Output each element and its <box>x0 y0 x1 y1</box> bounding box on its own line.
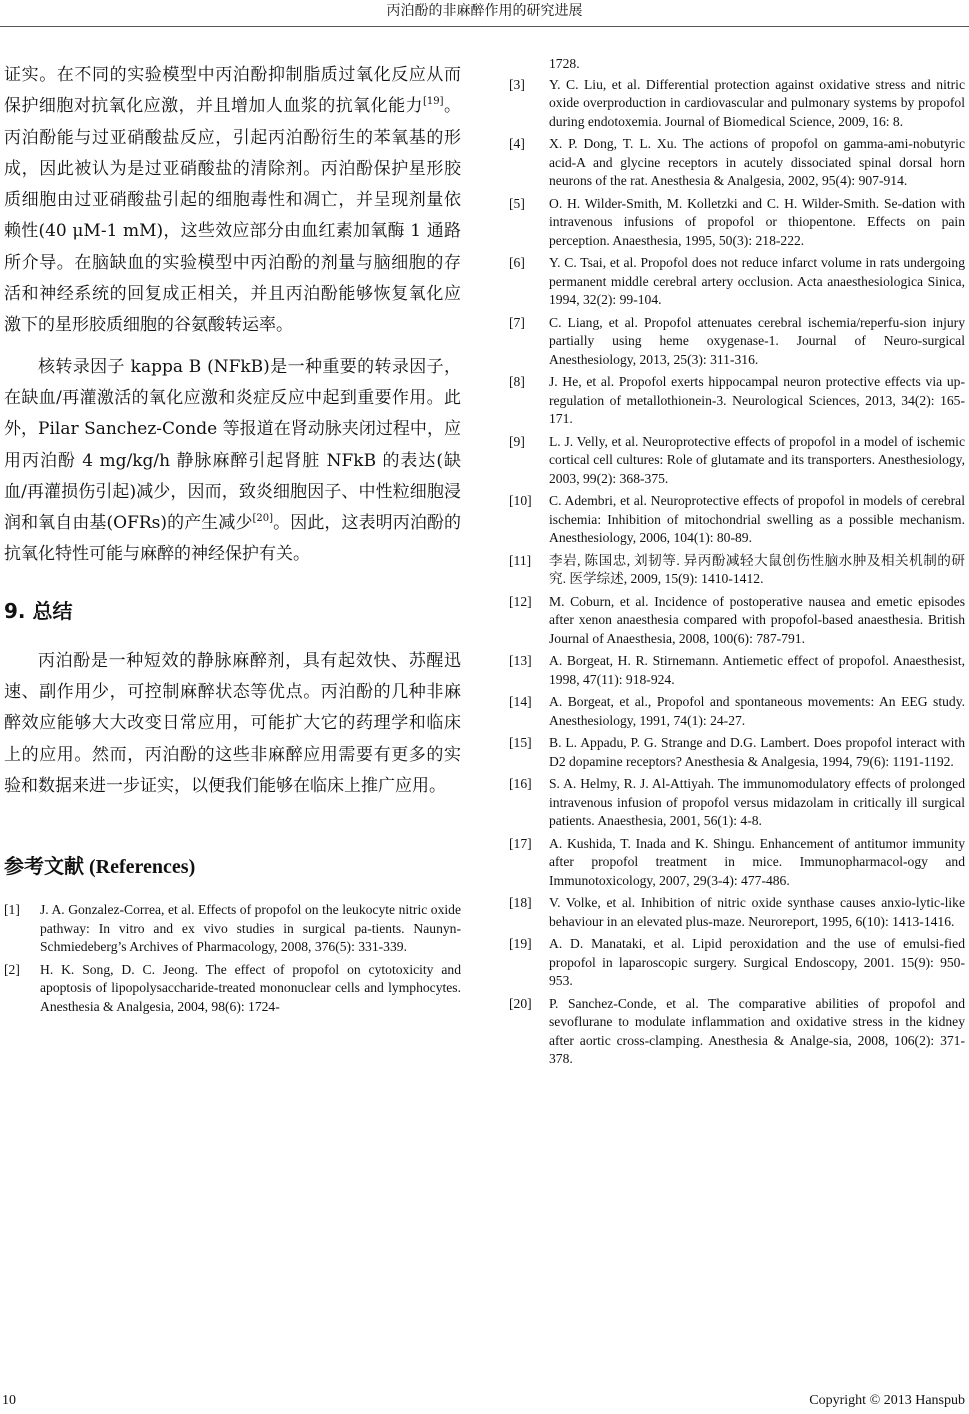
reference-item <box>4 961 461 1017</box>
reference-number: [14] <box>509 694 532 709</box>
reference-item <box>509 254 965 310</box>
reference-item <box>509 835 965 891</box>
references-heading: 参考文献 (References) <box>4 856 196 879</box>
reference-item <box>509 373 965 429</box>
reference-number: [2] <box>4 961 20 977</box>
reference-text: X. P. Dong, T. L. Xu. The actions of propofol on gamma-ami-nobutyric acid-A and glycine receptors in acutely dissociated spinal dorsal horn neurons of the rat. Anesthesia & Analgesia, 2002, 95(4): 907-914. <box>549 136 965 188</box>
copyright: Copyright © 2013 Hanspub <box>809 1393 965 1408</box>
reference-number: [20] <box>509 995 532 1011</box>
reference-continuation: 1728. <box>549 56 580 71</box>
reference-text: J. A. Gonzalez-Correa, et al. Effects of propofol on the leukocyte nitric oxide pathway: In vitro and ex vivo studies in surgical pa-tients. Naunyn-Schmiedeberg’s Archives of Pharmacology, 2008, 376(5): 331-339. <box>40 902 461 955</box>
reference-text: V. Volke, et al. Inhibition of nitric oxide synthase causes anxio-lytic-like behaviour in an elevated plus-maze. Neuroreport, 1995, 6(10): 1413-1416. <box>549 895 965 929</box>
reference-number: [13] <box>509 653 532 668</box>
right-column <box>509 55 965 1073</box>
reference-text: 李岩, 陈国忠, 刘韧等. 异丙酚减轻大鼠创伤性脑水肿及相关机制的研究. 医学综述, 2009, 15(9): 1410-1412. <box>549 552 965 586</box>
reference-number: [17] <box>509 835 532 851</box>
reference-item <box>509 76 965 132</box>
reference-number: [6] <box>509 255 525 270</box>
paragraph-text: 。因此，这表明丙泊酚的抗氧化特性可能与麻醉的神经保护有关。 <box>4 513 461 565</box>
reference-item <box>509 314 965 370</box>
paragraph-text: 。丙泊酚能与过亚硝酸盐反应，引起丙泊酚衍生的苯氧基的形成，因此被认为是过亚硝酸盐的清除剂。丙泊酚保护星形胶质细胞由过亚硝酸盐引起的细胞毒性和凋亡，并呈现剂量依赖性(40 μM-1 mM)，这些效应部分由血红素加氧酶 1 通路所介导。在脑缺血的实验模型中丙泊酚的剂量与脑细胞的存活和神经系统的回复成正相关，并且丙泊酚能够恢复氧化应激下的星形胶质细胞的谷氨酸转运率。 <box>4 96 462 336</box>
reference-item <box>509 995 965 1069</box>
reference-number: [12] <box>509 593 532 609</box>
paragraph-summary: 丙泊酚是一种短效的静脉麻醉剂，具有起效快、苏醒迅速、副作用少，可控制麻醉状态等优点。丙泊酚的几种非麻醉效应能够大大改变日常应用，可能扩大它的药理学和临床上的应用。然而，丙泊酚的这些非麻醉应用需要有更多的实验和数据来进一步证实，以便我们能够在临床上推广应用。 <box>4 650 461 796</box>
citation[interactable]: [20] <box>252 513 274 525</box>
reference-number: [3] <box>509 76 525 92</box>
left-column <box>4 60 461 1020</box>
paragraph-antioxidant <box>4 60 461 342</box>
reference-text: J. He, et al. Propofol exerts hippocampal neuron protective effects via up-regulation of metallothionein-3. Neurological Sciences, 2013, 34(2): 165-171. <box>549 374 965 426</box>
paragraph-nfkb <box>4 352 461 571</box>
reference-number: [10] <box>509 493 532 508</box>
page-number: 10 <box>2 1393 16 1408</box>
reference-number: [5] <box>509 195 525 211</box>
reference-item <box>509 693 965 730</box>
reference-text: H. K. Song, D. C. Jeong. The effect of propofol on cytotoxicity and apoptosis of lipopolysaccharide-treated mononuclear cells and lymphocytes. Anesthesia & Analgesia, 2004, 98(6): 1724- <box>40 961 461 1014</box>
reference-text: P. Sanchez-Conde, et al. The comparative abilities of propofol and sevoflurane to modulate inflammation and oxidative stress in the kidney after aortic cross-clamping. Anesthesia & Analge-sia, 2008, 106(2): 371-378. <box>549 995 965 1066</box>
reference-item <box>509 433 965 489</box>
reference-number: [19] <box>509 936 532 951</box>
reference-item <box>509 652 965 689</box>
reference-number: [16] <box>509 776 532 791</box>
reference-text: Y. C. Liu, et al. Differential protection against oxidative stress and nitric oxide overproduction in cardiovascular and pulmonary systems by propofol during endotoxemia. Journal of Biomedical Science, 2009, 16: 8. <box>549 76 965 129</box>
reference-text: C. Liang, et al. Propofol attenuates cerebral ischemia/reperfu-sion injury partially using heme oxygenase-1. Journal of Neuro-surgical Anesthesiology, 2013, 25(3): 311-316. <box>549 314 965 367</box>
paragraph-text: 证实。在不同的实验模型中丙泊酚抑制脂质过氧化反应从而保护细胞对抗氧化应激，并且增加人血浆的抗氧化能力 <box>4 65 461 117</box>
reference-text: B. L. Appadu, P. G. Strange and D.G. Lambert. Does propofol interact with D2 dopamine receptors? Anesthesia & Analgesia, 1994, 79(6): 1191-1192. <box>549 735 965 769</box>
reference-item <box>509 593 965 649</box>
reference-number: [8] <box>509 374 525 389</box>
running-title: 丙泊酚的非麻醉作用的研究进展 <box>386 3 583 19</box>
reference-text: A. Borgeat, H. R. Stirnemann. Antiemetic effect of propofol. Anaesthesist, 1998, 47(11): 918-924. <box>549 653 965 687</box>
reference-item <box>509 135 965 191</box>
paragraph-text: 核转录因子 kappa B (NFkB)是一种重要的转录因子，在缺血/再灌激活的氧化应激和炎症反应中起到重要作用。此外，Pilar Sanchez-Conde 等报道在肾动脉夹闭过程中，应用丙泊酚 4 mg/kg/h 静脉麻醉引起肾脏 NFkB 的表达(缺血/再灌损伤引起)减少，因而，致炎细胞因子、中性粒细胞浸润和氧自由基(OFRs)的产生减少 <box>4 356 461 534</box>
reference-item <box>509 775 965 831</box>
running-header <box>0 0 969 27</box>
reference-item <box>509 552 965 589</box>
reference-item <box>509 894 965 931</box>
reference-number: [18] <box>509 895 532 910</box>
reference-text: A. D. Manataki, et al. Lipid peroxidation and the use of emulsi-fied propofol in laparoscopic surgery. Surgical Endoscopy, 2001. 15(9): 950-953. <box>549 936 965 988</box>
reference-text: S. A. Helmy, R. J. Al-Attiyah. The immunomodulatory effects of prolonged intravenous infusion of propofol versus midazolam in critically ill surgical patients. Anaesthesia, 2001, 56(1): 4-8. <box>549 776 965 828</box>
reference-item <box>509 492 965 548</box>
reference-text: A. Borgeat, et al., Propofol and spontaneous movements: An EEG study. Anesthesiology, 1991, 74(1): 24-27. <box>549 694 965 728</box>
reference-text: M. Coburn, et al. Incidence of postoperative nausea and emetic episodes after xenon anaesthesia compared with propofol-based anaesthesia. British Journal of Anaesthesia, 2008, 100(6): 787-791. <box>549 593 965 646</box>
reference-number: [9] <box>509 433 525 449</box>
reference-text: O. H. Wilder-Smith, M. Kolletzki and C. H. Wilder-Smith. Se-dation with intravenous infusions of propofol or thiopentone. Effects on pain perception. Anaesthesia, 1995, 50(3): 218-222. <box>549 195 965 248</box>
citation[interactable]: [19] <box>423 96 444 108</box>
reference-number: [4] <box>509 136 525 151</box>
reference-number: [1] <box>4 902 20 918</box>
reference-item <box>4 901 461 957</box>
reference-number: [7] <box>509 314 525 330</box>
reference-item <box>509 195 965 251</box>
reference-item <box>509 734 965 771</box>
reference-text: C. Adembri, et al. Neuroprotective effects of propofol in models of cerebral ischemia: Inhibition of mitochondrial swelling as a possible mechanism. Anesthesiology, 2006, 104(1): 80-89. <box>549 493 965 545</box>
reference-text: Y. C. Tsai, et al. Propofol does not reduce infarct volume in rats undergoing permanent middle cerebral artery occlusion. Acta anaesthesiologica Sinica, 1994, 32(2): 99-104. <box>549 255 965 307</box>
section-heading-summary: 9. 总结 <box>4 598 73 623</box>
reference-number: [15] <box>509 735 532 750</box>
reference-list-right <box>509 76 965 1069</box>
reference-list-left <box>4 901 461 1016</box>
reference-text: A. Kushida, T. Inada and K. Shingu. Enhancement of antitumor immunity after propofol treatment in mice. Immunopharmacol-ogy and Immunotoxicology, 2007, 29(3-4): 477-486. <box>549 835 965 888</box>
reference-text: L. J. Velly, et al. Neuroprotective effects of propofol in a model of ischemic cortical cell cultures: Role of glutamate and its transporters. Anesthesiology, 2003, 99(2): 368-375. <box>549 433 965 486</box>
reference-number: [11] <box>509 552 532 568</box>
reference-item <box>509 935 965 991</box>
